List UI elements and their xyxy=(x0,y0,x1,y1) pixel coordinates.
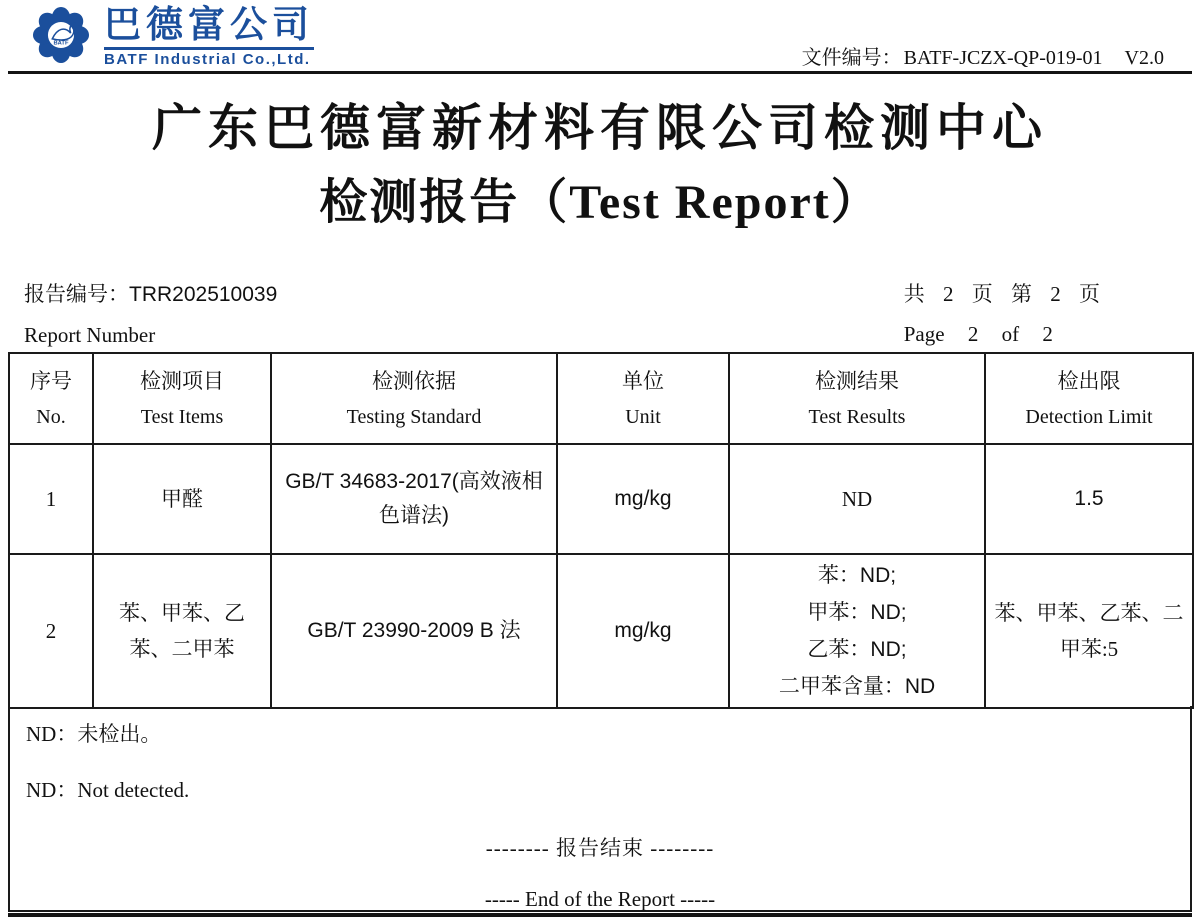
row2-item: 苯、甲苯、乙苯、二甲苯 xyxy=(93,554,271,708)
report-number-label-en: Report Number xyxy=(24,323,156,347)
header-items-cn: 检测项目 xyxy=(140,368,224,393)
table-row xyxy=(9,554,1193,708)
logo-text xyxy=(104,3,314,68)
row2-standard: GB/T 23990-2009 B 法 xyxy=(271,554,557,708)
end-of-report-cn: -------- 报告结束 -------- xyxy=(485,836,715,860)
document-number-label: 文件编号： xyxy=(801,47,902,69)
report-number-label: 报告编号： xyxy=(24,282,129,306)
row1-unit: mg/kg xyxy=(557,444,729,554)
svg-text:BATF: BATF xyxy=(53,40,69,47)
header-standard-en: Testing Standard xyxy=(346,405,482,428)
document-number-value: BATF-JCZX-QP-019-01 xyxy=(903,47,1103,69)
row1-no: 1 xyxy=(9,444,93,554)
page-count-cn: 共 2 页 第 2 页 xyxy=(903,282,1102,306)
logo-company-name-en: BATF Industrial Co.,Ltd. xyxy=(104,47,314,68)
header-results-cn: 检测结果 xyxy=(815,368,899,393)
header-results-en: Test Results xyxy=(808,405,906,428)
header-divider-rule xyxy=(8,71,1192,74)
batf-logo xyxy=(28,3,314,68)
notes-section xyxy=(8,706,1192,912)
header-unit-en: Unit xyxy=(625,405,661,428)
page-count-en: Page 2 of 2 xyxy=(903,322,1053,346)
footer-divider-rule xyxy=(8,913,1192,917)
batf-flower-logo-icon xyxy=(28,6,94,64)
report-number-line xyxy=(24,274,277,315)
row2-limit: 苯、甲苯、乙苯、二甲苯:5 xyxy=(985,554,1193,708)
row2-results xyxy=(729,554,985,708)
header-unit-cn: 单位 xyxy=(622,368,664,393)
row1-limit: 1.5 xyxy=(985,444,1193,554)
report-number-block xyxy=(24,274,277,355)
page-subtitle: 检测报告（Test Report） xyxy=(319,176,881,229)
header-no-en: No. xyxy=(36,405,66,428)
header-cell-standard xyxy=(271,353,557,444)
header-limit-en: Detection Limit xyxy=(1025,405,1153,428)
page-count-block xyxy=(904,274,1102,354)
row2-result-ethylbenzene: 乙苯：ND; xyxy=(807,638,907,661)
document-version: V2.0 xyxy=(1124,47,1164,69)
header-cell-limit xyxy=(985,353,1193,444)
header-cell-results xyxy=(729,353,985,444)
table-header-row xyxy=(9,353,1193,444)
end-of-report-en: ----- End of the Report ----- xyxy=(484,887,716,911)
page-title: 广东巴德富新材料有限公司检测中心 xyxy=(152,100,1048,156)
row1-standard: GB/T 34683-2017(高效液相色谱法) xyxy=(271,444,557,554)
logo-company-name-cn: 巴德富公司 xyxy=(104,3,314,46)
row2-no: 2 xyxy=(9,554,93,708)
nd-note-en: ND：Not detected. xyxy=(26,778,190,802)
header-standard-cn: 检测依据 xyxy=(372,368,456,393)
report-number-value: TRR202510039 xyxy=(129,283,278,306)
test-results-table xyxy=(8,352,1194,709)
header-items-en: Test Items xyxy=(140,405,224,428)
nd-note-cn: ND：未检出。 xyxy=(26,722,162,746)
table-row xyxy=(9,444,1193,554)
header-no-cn: 序号 xyxy=(30,368,72,393)
row2-result-benzene: 苯：ND; xyxy=(817,564,897,587)
header-cell-no xyxy=(9,353,93,444)
row2-result-toluene: 甲苯：ND; xyxy=(807,601,907,624)
row1-item: 甲醛 xyxy=(93,444,271,554)
row2-unit: mg/kg xyxy=(557,554,729,708)
row1-result: ND xyxy=(729,444,985,554)
header-cell-unit xyxy=(557,353,729,444)
row2-result-xylene: 二甲苯含量：ND xyxy=(778,675,936,698)
document-number-line xyxy=(802,41,1164,70)
header-limit-cn: 检出限 xyxy=(1057,368,1121,393)
header-cell-items xyxy=(93,353,271,444)
